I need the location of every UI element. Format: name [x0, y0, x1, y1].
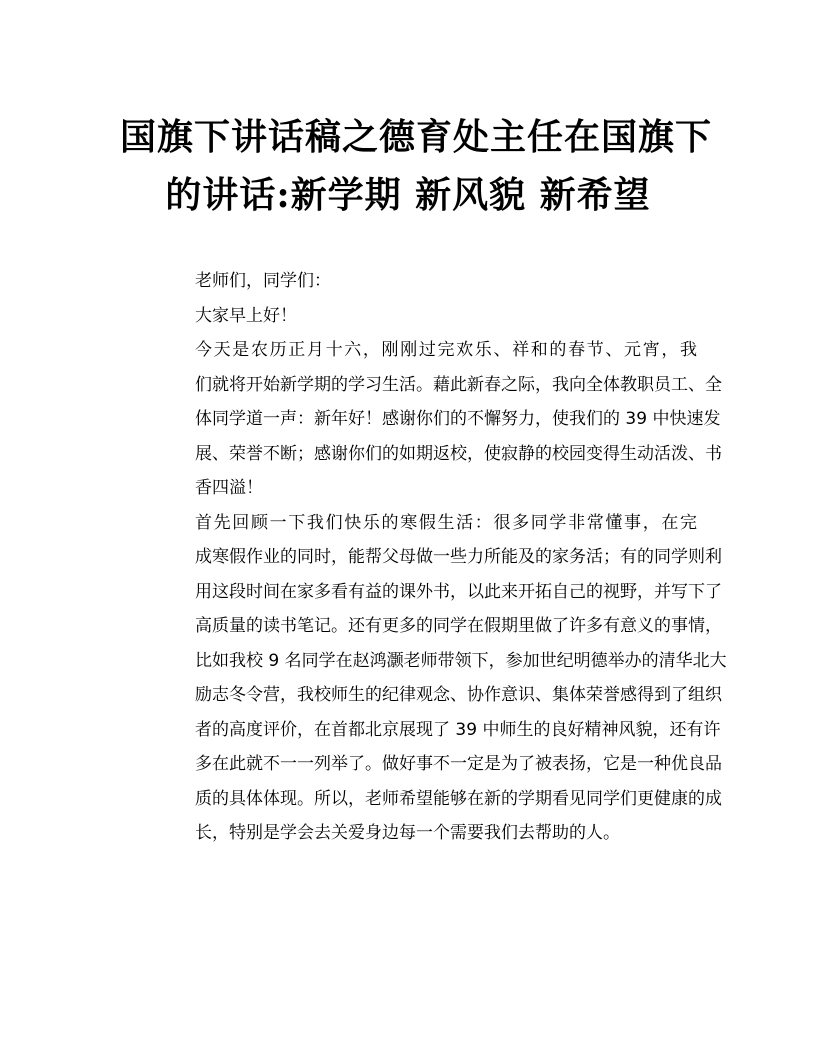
document-body: [121, 264, 727, 851]
title-line-2: 的讲话:新学期 新风貌 新希望: [165, 174, 651, 216]
greeting: [121, 299, 697, 334]
text-line: 用这段时间在家多看有益的课外书，以此来开拓自己的视野，并写下了: [195, 581, 722, 602]
text-line: 今天是农历正月十六，刚刚过完欢乐、祥和的春节、元宵，我: [195, 340, 697, 360]
text-line: 大家早上好！: [195, 305, 297, 326]
salutation: [121, 264, 697, 299]
title-line-1: 国旗下讲话稿之德育处主任在国旗下: [120, 116, 713, 158]
text-line: 老师们，同学们：: [195, 271, 331, 291]
text-line: 者的高度评价，在首都北京展现了 39 中师生的良好精神风貌，还有许: [195, 719, 721, 740]
text-line: 成寒假作业的同时，能帮父母做一些力所能及的家务活；有的同学则利: [195, 547, 722, 567]
text-line: 励志冬令营，我校师生的纪律观念、协作意识、集体荣誉感得到了组织: [195, 685, 722, 705]
text-line: 展、荣誉不断；感谢你们的如期返校，使寂静的校园变得生动活泼、书: [195, 443, 722, 464]
text-line: 比如我校 9 名同学在赵鸿灏老师带领下，参加世纪明德举办的清华北大: [195, 650, 727, 671]
text-line: 多在此就不一一列举了。做好事不一定是为了被表扬，它是一种优良品: [195, 754, 722, 774]
text-line: 高质量的读书笔记。还有更多的同学在假期里做了许多有意义的事情，: [195, 616, 722, 636]
text-line: 们就将开始新学期的学习生活。藉此新春之际，我向全体教职员工、全: [195, 374, 722, 395]
paragraph-new-year: [121, 333, 722, 506]
text-line: 香四溢！: [195, 478, 263, 498]
text-line: 质的具体体现。所以，老师希望能够在新的学期看见同学们更健康的成: [195, 788, 722, 809]
text-line: 首先回顾一下我们快乐的寒假生活：很多同学非常懂事，在完: [195, 512, 697, 533]
text-line: 长，特别是学会去关爱身边每一个需要我们去帮助的人。: [195, 823, 620, 843]
text-line: 体同学道一声：新年好！感谢你们的不懈努力，使我们的 39 中快速发: [195, 409, 721, 429]
document-title: [120, 108, 713, 224]
paragraph-winter-break: [121, 506, 727, 851]
